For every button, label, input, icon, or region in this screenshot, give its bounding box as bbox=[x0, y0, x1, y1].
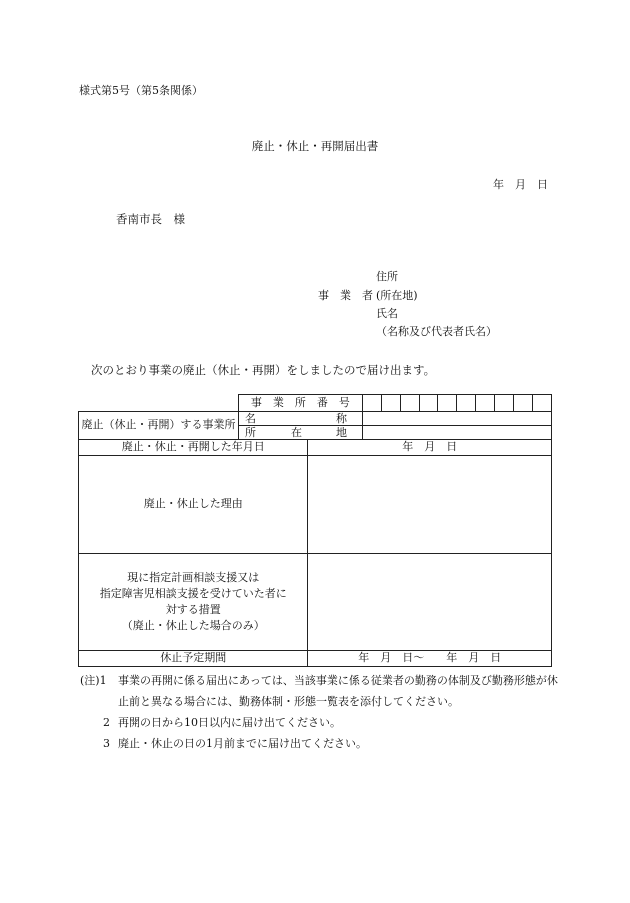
date-row-label: 廃止・休止・再開した年月日 bbox=[79, 440, 308, 456]
reason-field[interactable] bbox=[308, 456, 552, 554]
name-label-char-2: 称 bbox=[336, 412, 348, 425]
date-line: 年 月 日 bbox=[493, 178, 548, 191]
period-label: 休止予定期間 bbox=[79, 651, 308, 667]
address-label: 住所 bbox=[376, 270, 398, 283]
note-text: 事業の再開に係る届出にあっては、当該事業に係る従業者の勤務の体制及び勤務形態が休止前と異なる場合には、勤務体制・形態一覧表を添付してください。 bbox=[118, 674, 558, 708]
office-name-field[interactable] bbox=[362, 412, 551, 426]
period-value[interactable]: 年 月 日～ 年 月 日 bbox=[308, 651, 552, 667]
office-number-digit[interactable] bbox=[400, 395, 419, 412]
office-number-digit[interactable] bbox=[457, 395, 476, 412]
date-row bbox=[79, 440, 552, 456]
name-label-char-1: 名 bbox=[245, 412, 257, 425]
measures-label-line: 対する措置 bbox=[165, 603, 221, 616]
note-number: 1 bbox=[99, 674, 107, 687]
note-item bbox=[80, 733, 560, 754]
measures-field[interactable] bbox=[308, 554, 552, 651]
name-label: 氏名 bbox=[376, 307, 398, 320]
notes-prefix: (注) bbox=[80, 674, 100, 687]
office-number-digit[interactable] bbox=[381, 395, 400, 412]
document-title: 廃止・休止・再開届出書 bbox=[251, 139, 379, 153]
measures-label bbox=[79, 554, 308, 651]
office-number-digit[interactable] bbox=[514, 395, 533, 412]
location-label: (所在地) bbox=[376, 289, 418, 302]
office-group-label: 廃止（休止・再開）する事業所 bbox=[79, 412, 239, 440]
reason-label: 廃止・休止した理由 bbox=[79, 456, 308, 554]
office-number-digit[interactable] bbox=[438, 395, 457, 412]
measures-label-line: 指定障害児相談支援を受けていた者に bbox=[99, 587, 287, 600]
intro-text: 次のとおり事業の廃止（休止・再開）をしましたので届け出ます。 bbox=[91, 363, 436, 377]
measures-label-line: 現に指定計画相談支援又は bbox=[127, 571, 260, 584]
note-number: 2 bbox=[103, 716, 110, 729]
period-row bbox=[79, 651, 552, 667]
reason-row bbox=[79, 456, 552, 554]
addressee: 香南市長 様 bbox=[116, 212, 185, 226]
office-number-digit[interactable] bbox=[495, 395, 514, 412]
office-number-digit[interactable] bbox=[532, 395, 551, 412]
note-item bbox=[80, 712, 560, 733]
note-item bbox=[80, 670, 560, 712]
location-label-char-3: 地 bbox=[336, 426, 348, 439]
notification-table bbox=[78, 394, 552, 667]
business-operator-label: 事 業 者 bbox=[318, 289, 373, 302]
office-number-label: 事 業 所 番 号 bbox=[239, 395, 363, 412]
name-sub-label: （名称及び代表者氏名） bbox=[376, 325, 497, 338]
form-number: 様式第5号（第5条関係） bbox=[79, 84, 203, 97]
office-number-row bbox=[79, 395, 552, 412]
note-text: 再開の日から10日以内に届け出てください。 bbox=[118, 716, 341, 729]
office-number-digit[interactable] bbox=[476, 395, 495, 412]
location-label-char-1: 所 bbox=[245, 426, 257, 439]
office-location-label bbox=[239, 426, 363, 440]
office-location-field[interactable] bbox=[362, 426, 551, 440]
measures-label-line: （廃止・休止した場合のみ） bbox=[121, 619, 265, 632]
office-name-row bbox=[79, 412, 552, 426]
note-text: 廃止・休止の日の1月前までに届け出てください。 bbox=[118, 737, 367, 750]
location-label-char-2: 在 bbox=[291, 426, 303, 439]
note-number: 3 bbox=[103, 737, 110, 750]
measures-row bbox=[79, 554, 552, 651]
date-row-value[interactable]: 年 月 日 bbox=[308, 440, 552, 456]
office-number-digit[interactable] bbox=[419, 395, 438, 412]
office-name-label bbox=[239, 412, 363, 426]
notes bbox=[80, 670, 560, 754]
office-number-digit[interactable] bbox=[362, 395, 381, 412]
